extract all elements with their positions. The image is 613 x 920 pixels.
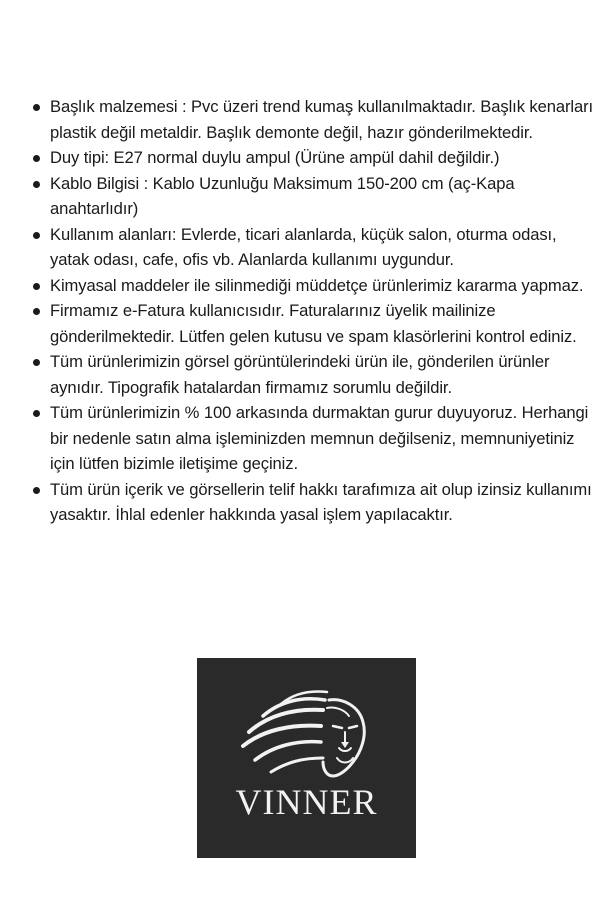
bullet-text: Duy tipi: E27 normal duylu ampul (Ürüne ampül dahil değildir.) [50,148,500,167]
bullet-text: Kullanım alanları: Evlerde, ticari alanlarda, küçük salon, oturma odası, yatak odası, cafe, ofis vb. Alanlarda kullanımı uygundur. [50,224,557,269]
bullet-text: Başlık malzemesi : Pvc üzeri trend kumaş kullanılmaktadır. Başlık kenarları plastik değil metaldir. Başlık demonte değil, hazır gönderilmektedir. [50,97,594,142]
info-bullet-list [32,94,598,528]
bullet-text: Tüm ürünlerimizin görsel görüntülerindeki ürün ile, gönderilen ürünler aynıdır. Tipografik hatalardan firmamız sorumlu değildir. [50,352,550,397]
bullet-text: Tüm ürün içerik ve görsellerin telif hakkı tarafımıza ait olup izinsiz kullanımı yasaktır. İhlal edenler hakkında yasal işlem yapılacaktır. [50,479,592,524]
bullet-item-socket [32,145,598,171]
bullet-dot [33,308,40,315]
bullet-dot [33,232,40,239]
bullet-text: Tüm ürünlerimizin % 100 arkasında durmaktan gurur duyuyoruz. Herhangi bir nedenle satın alma işleminizden memnun değilseniz, memnuniyetiniz için lütfen bizimle iletişime geçiniz. [50,403,589,473]
bullet-item-invoice [32,298,598,349]
bullet-dot [33,155,40,162]
bullet-item-copyright [32,477,598,528]
bullet-dot [33,359,40,366]
bullet-item-chemicals [32,273,598,299]
bullet-dot [33,283,40,290]
bullet-item-usage [32,222,598,273]
bullet-item-cable [32,171,598,222]
bullet-text: Firmamız e-Fatura kullanıcısıdır. Faturalarınız üyelik mailinize gönderilmektedir. Lütfen gelen kutusu ve spam klasörlerini kontrol ediniz. [50,301,577,346]
bullet-dot [33,410,40,417]
bullet-dot [33,487,40,494]
lion-head-icon [241,686,373,782]
bullet-text: Kimyasal maddeler ile silinmediği müddetçe ürünlerimiz kararma yapmaz. [50,275,584,295]
bullet-item-images [32,349,598,400]
brand-name: VINNER [235,782,378,822]
bullet-item-satisfaction [32,400,598,477]
bullet-item-material [32,94,598,145]
vinner-logo [197,658,416,858]
bullet-text: Kablo Bilgisi : Kablo Uzunluğu Maksimum 150-200 cm (aç-Kapa anahtarlıdır) [50,173,515,218]
bullet-dot [33,181,40,188]
bullet-dot [33,104,40,111]
